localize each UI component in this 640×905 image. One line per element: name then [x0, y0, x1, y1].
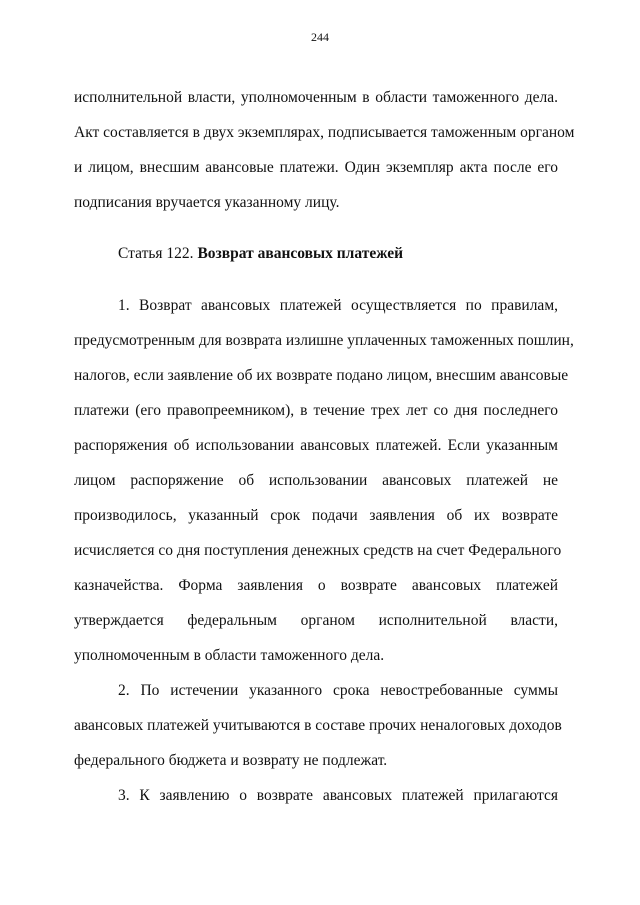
text-line: утверждается федеральным органом исполнительной власти,	[74, 612, 558, 629]
text-line: подписания вручается указанному лицу.	[74, 194, 340, 211]
text-line: производилось, указанный срок подачи заявления об их возврате	[74, 507, 558, 524]
text-line: уполномоченным в области таможенного дела.	[74, 647, 385, 664]
text-line: федерального бюджета и возврату не подлежат.	[74, 752, 388, 769]
text-line: авансовых платежей учитываются в составе прочих неналоговых доходов	[74, 717, 562, 734]
text-line: лицом распоряжение об использовании авансовых платежей не	[74, 472, 558, 489]
text-line: исчисляется со дня поступления денежных средств на счет Федерального	[74, 542, 562, 559]
article-title: Возврат авансовых платежей	[197, 245, 404, 262]
article-number: Статья 122.	[118, 245, 194, 262]
page-number: 244	[311, 30, 329, 44]
text-line: 2. По истечении указанного срока невостребованные суммы	[118, 682, 558, 699]
text-line: 1. Возврат авансовых платежей осуществляется по правилам,	[118, 297, 558, 314]
article-heading	[118, 244, 403, 264]
text-line: и лицом, внесшим авансовые платежи. Один экземпляр акта после его	[74, 159, 558, 176]
text-line: Акт составляется в двух экземплярах, подписывается таможенным органом	[74, 124, 575, 141]
text-line: налогов, если заявление об их возврате подано лицом, внесшим авансовые	[74, 367, 569, 384]
text-line: казначейства. Форма заявления о возврате авансовых платежей	[74, 577, 558, 594]
text-line: 3. К заявлению о возврате авансовых платежей прилагаются	[118, 787, 558, 804]
text-line: исполнительной власти, уполномоченным в области таможенного дела.	[74, 89, 558, 106]
text-line: платежи (его правопреемником), в течение трех лет со дня последнего	[74, 402, 558, 419]
text-line: распоряжения об использовании авансовых платежей. Если указанным	[74, 437, 558, 454]
text-line: предусмотренным для возврата излишне уплаченных таможенных пошлин,	[74, 332, 574, 349]
